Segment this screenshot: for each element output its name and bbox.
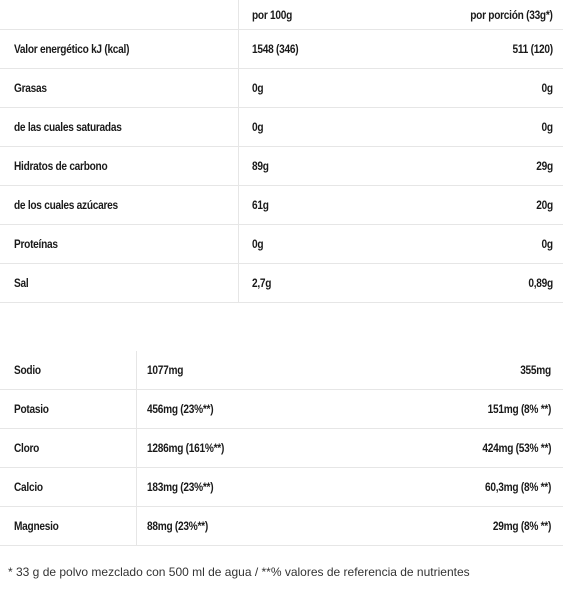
mineral-row <box>0 429 563 468</box>
nutrient-label: Valor energético kJ (kcal) <box>14 44 130 56</box>
nutrient-per-serving: 0g <box>541 122 553 134</box>
mineral-label: Potasio <box>14 404 49 416</box>
nutrition-row <box>0 225 563 264</box>
nutrient-per-serving: 0g <box>541 239 553 251</box>
mineral-label: Magnesio <box>14 521 59 533</box>
mineral-row <box>0 507 563 546</box>
mineral-row <box>0 390 563 429</box>
header-per-serving: por porción (33g*) <box>470 9 553 22</box>
nutrient-per-serving: 0g <box>541 83 553 95</box>
nutrient-label: de las cuales saturadas <box>14 122 122 134</box>
nutrient-per-serving: 20g <box>536 200 553 212</box>
nutrition-row <box>0 264 563 303</box>
nutrient-per-serving: 511 (120) <box>512 44 553 56</box>
minerals-table <box>0 351 563 546</box>
nutrient-label: Hidratos de carbono <box>14 161 108 173</box>
mineral-per100: 183mg (23%**) <box>147 482 214 494</box>
nutrient-per100: 0g <box>251 83 263 95</box>
mineral-per-serving: 424mg (53% **) <box>482 443 551 455</box>
nutrition-row <box>0 186 563 225</box>
nutrient-per100: 0g <box>251 239 263 251</box>
mineral-label: Sodio <box>14 365 41 377</box>
mineral-label: Calcio <box>14 482 43 494</box>
mineral-row <box>0 468 563 507</box>
mineral-label: Cloro <box>14 443 40 455</box>
mineral-per-serving: 60,3mg (8% **) <box>484 482 551 494</box>
header-cell-per100 <box>238 0 459 30</box>
mineral-row <box>0 351 563 390</box>
mineral-per-serving: 29mg (8% **) <box>492 521 551 533</box>
header-cell-label <box>0 0 238 30</box>
header-per100: por 100g <box>251 9 292 22</box>
mineral-per100: 456mg (23%**) <box>147 404 214 416</box>
nutrient-per100: 89g <box>251 161 269 173</box>
header-cell-per-serving <box>459 0 563 30</box>
nutrition-row <box>0 147 563 186</box>
mineral-per100: 88mg (23%**) <box>147 521 208 533</box>
mineral-per-serving: 355mg <box>520 365 551 377</box>
nutrient-label: Grasas <box>14 83 47 95</box>
nutrient-per100: 61g <box>251 200 269 212</box>
mineral-per100: 1077mg <box>147 365 184 377</box>
nutrient-per-serving: 0,89g <box>528 278 553 290</box>
nutrient-per100: 1548 (346) <box>251 44 298 56</box>
nutrient-label: de los cuales azúcares <box>14 200 118 212</box>
nutrition-row <box>0 108 563 147</box>
mineral-per100: 1286mg (161%**) <box>147 443 225 455</box>
nutrient-label: Sal <box>14 278 29 290</box>
footnote: * 33 g de polvo mezclado con 500 ml de agua / **% valores de referencia de nutrientes <box>8 565 470 579</box>
nutrient-per-serving: 29g <box>536 161 553 173</box>
nutrient-label: Proteínas <box>14 239 58 251</box>
nutrition-row <box>0 69 563 108</box>
nutrient-per100: 2,7g <box>251 278 271 290</box>
mineral-per-serving: 151mg (8% **) <box>487 404 551 416</box>
nutrition-row <box>0 30 563 69</box>
nutrition-header-row <box>0 0 563 30</box>
nutrient-per100: 0g <box>251 122 263 134</box>
